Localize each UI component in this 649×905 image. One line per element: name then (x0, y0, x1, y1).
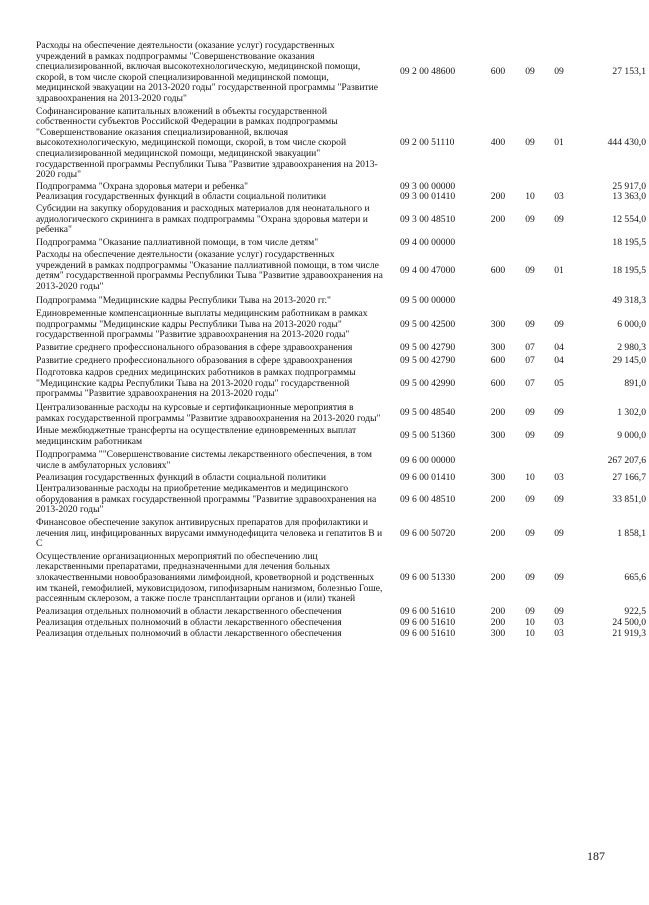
row-code: 09 5 00 42500 (400, 318, 456, 330)
row-sum: 1 302,0 (617, 407, 646, 419)
table-row (36, 203, 649, 237)
row-sum: 18 195,5 (612, 236, 646, 248)
table-row (36, 629, 649, 640)
row-rz: 09 (525, 605, 535, 617)
row-rz: 09 (525, 430, 535, 442)
row-sum: 49 318,3 (612, 294, 646, 306)
row-sum: 27 153,1 (612, 66, 646, 78)
row-name: Централизованные расходы на курсовые и сертификационные мероприятия в рамках государственной программы "Развитие здравоохранения на 2013-2020 годы" (36, 402, 381, 424)
row-code: 09 6 00 51330 (400, 571, 456, 583)
row-pr: 09 (554, 430, 564, 442)
row-vr: 200 (490, 493, 506, 505)
row-sum: 444 430,0 (607, 137, 646, 149)
row-code: 09 6 00 48510 (400, 493, 456, 505)
table-row (36, 367, 649, 401)
row-vr: 200 (490, 571, 506, 583)
row-code: 09 5 00 42990 (400, 377, 456, 389)
row-name: Единовременные компенсационные выплаты медицинским работникам в рамках подпрограммы "Медицинские кадры Республики Тыва на 2013-2020 годы" государственной программы "Развитие здравоохранения на 2013-2020 годы" (36, 308, 368, 341)
row-name: Развитие среднего профессионального образования в сфере здравоохранения (36, 342, 353, 354)
row-vr (480, 294, 516, 309)
row-name: Подготовка кадров средних медицинских работников в рамках подпрограммы "Медицинские кадры Республики Тыва на 2013-2020 годы" государственной программы "Развитие здравоохранения на 2013-2020 годы" (36, 367, 356, 400)
row-pr: 09 (554, 213, 564, 225)
row-vr: 200 (490, 527, 506, 539)
row-code: 09 6 00 50720 (400, 527, 456, 539)
row-rz: 09 (525, 213, 535, 225)
row-name: Реализация отдельных полномочий в области лекарственного обеспечения (36, 627, 342, 639)
row-pr: 03 (554, 471, 564, 483)
row-name: Осуществление организационных мероприятий по обеспечению лиц лекарственными препаратами, предназначенными для лечения больных злокачественными новообразованиями лимфоидной, кроветворной и родственных им тканей, гемофилией, муковисцидозом, гипофизарным нанизмом, болезнью Гоше, рассеянным склерозом, а также после трансплантации органов и (или) тканей (36, 550, 383, 605)
row-pr: 09 (554, 493, 564, 505)
row-vr: 600 (490, 354, 506, 366)
row-sum: 24 500,0 (612, 617, 646, 629)
row-vr: 300 (490, 471, 506, 483)
row-name: Реализация отдельных полномочий в области лекарственного обеспечения (36, 605, 342, 617)
row-name: Подпрограмма "Медицинские кадры Республики Тыва на 2013-2020 гг." (36, 294, 331, 306)
row-pr: 09 (554, 318, 564, 330)
row-vr: 300 (490, 342, 506, 354)
table-row (36, 106, 649, 182)
row-code: 09 2 00 48600 (400, 66, 456, 78)
table-row (36, 473, 649, 484)
row-pr: 01 (554, 265, 564, 277)
row-rz: 10 (525, 617, 535, 629)
row-vr: 600 (490, 265, 506, 277)
row-sum: 25 917,0 (612, 180, 646, 192)
row-name: Реализация государственных функций в области социальной политики (36, 471, 326, 483)
row-name: Иные межбюджетные трансферты на осуществление единовременных выплат медицинским работникам (36, 425, 357, 447)
table-row (36, 294, 649, 309)
row-sum: 267 207,6 (607, 454, 646, 466)
row-sum: 922,5 (624, 605, 646, 617)
row-name: Подпрограмма ""Совершенствование системы лекарственного обеспечения, в том числе в амбулаторных условиях" (36, 449, 372, 471)
table-row (36, 551, 649, 606)
row-rz (516, 448, 544, 472)
row-name: Подпрограмма "Оказание паллиативной помощи, в том числе детям" (36, 236, 319, 248)
row-vr: 600 (490, 66, 506, 78)
row-pr: 03 (554, 627, 564, 639)
row-code: 09 6 00 01410 (400, 471, 456, 483)
row-code: 09 3 00 48510 (400, 213, 456, 225)
row-sum: 33 851,0 (612, 493, 646, 505)
table-row (36, 308, 649, 342)
row-pr: 01 (554, 137, 564, 149)
row-sum: 665,6 (624, 571, 646, 583)
row-rz: 10 (525, 191, 535, 203)
table-row (36, 401, 649, 425)
row-vr: 200 (490, 605, 506, 617)
table-row (36, 342, 649, 355)
row-vr: 300 (490, 430, 506, 442)
row-vr (480, 448, 516, 472)
row-name: Софинансирование капитальных вложений в объекты государственной собственности субъектов Российской Федерации в рамках подпрограммы "Совершенствование оказания специализированной, включая высокотехнологическую, медицинской помощи, скорой, в том числе скорой специализированной медицинской помощи, медицинской эвакуации" государственной программы Республики Тыва "Развитие здравоохранения на 2013-2020 годы" (36, 105, 378, 181)
row-pr: 05 (554, 377, 564, 389)
row-pr (544, 237, 574, 250)
row-code: 09 4 00 00000 (400, 236, 456, 248)
row-code: 09 5 00 00000 (400, 294, 456, 306)
table-row (36, 192, 649, 203)
row-rz: 09 (525, 527, 535, 539)
row-pr: 04 (554, 354, 564, 366)
table-row (36, 355, 649, 368)
row-vr: 600 (490, 377, 506, 389)
row-rz: 07 (525, 342, 535, 354)
table-row (36, 448, 649, 472)
row-rz: 09 (525, 265, 535, 277)
row-code: 09 6 00 51610 (400, 605, 456, 617)
row-sum: 1 858,1 (617, 527, 646, 539)
row-vr: 200 (490, 191, 506, 203)
row-code: 09 5 00 51360 (400, 430, 456, 442)
row-code: 09 5 00 42790 (400, 342, 456, 354)
row-code: 09 3 00 00000 (400, 180, 456, 192)
row-rz: 10 (525, 471, 535, 483)
row-pr (544, 294, 574, 309)
row-pr (544, 448, 574, 472)
row-code: 09 2 00 51110 (400, 137, 455, 149)
table-row (36, 483, 649, 517)
table-row (36, 237, 649, 250)
row-rz: 09 (525, 407, 535, 419)
row-vr: 200 (490, 213, 506, 225)
row-name: Расходы на обеспечение деятельности (оказание услуг) государственных учреждений в рамках подпрограммы "Совершенствование оказания специализированной, включая высокотехнологическую, медицинской помощи, скорой, в том числе скорой специализированной медицинской помощи, медицинской эвакуации на 2013-2020 годы" государственной программы "Развитие здравоохранения на 2013-2020 годы" (36, 40, 379, 104)
row-rz (516, 237, 544, 250)
row-pr: 03 (554, 191, 564, 203)
row-sum: 13 363,0 (612, 191, 646, 203)
row-name: Реализация государственных функций в области социальной политики (36, 191, 326, 203)
row-code: 09 3 00 01410 (400, 191, 456, 203)
table-row (36, 425, 649, 448)
row-pr: 09 (554, 407, 564, 419)
table-row (36, 249, 649, 293)
row-vr: 200 (490, 407, 506, 419)
row-name: Расходы на обеспечение деятельности (оказание услуг) государственных учреждений в рамках подпрограммы "Оказание паллиативной помощи, в том числе детям" государственной программы Республики Тыва "Развитие здравоохранения на 2013-2020 годы" (36, 249, 383, 293)
row-name: Реализация отдельных полномочий в области лекарственного обеспечения (36, 617, 342, 629)
row-pr: 04 (554, 342, 564, 354)
row-rz: 09 (525, 571, 535, 583)
row-code: 09 4 00 47000 (400, 265, 456, 277)
row-vr: 300 (490, 318, 506, 330)
row-vr: 200 (490, 617, 506, 629)
row-sum: 891,0 (624, 377, 646, 389)
row-vr: 300 (490, 627, 506, 639)
row-rz: 10 (525, 627, 535, 639)
row-code: 09 6 00 51610 (400, 627, 456, 639)
row-vr (480, 237, 516, 250)
row-code: 09 5 00 48540 (400, 407, 456, 419)
row-rz (516, 294, 544, 309)
budget-table-body (36, 40, 649, 639)
row-name: Финансовое обеспечение закупок антивирусных препаратов для профилактики и лечения лиц, инфицированных вирусами иммунодефицита человека и гепатитов В и С (36, 516, 383, 550)
row-sum: 9 000,0 (617, 430, 646, 442)
row-pr: 09 (554, 571, 564, 583)
row-sum: 27 166,7 (612, 471, 646, 483)
row-sum: 29 145,0 (612, 354, 646, 366)
budget-table (36, 40, 649, 639)
row-sum: 6 000,0 (617, 318, 646, 330)
row-rz: 09 (525, 137, 535, 149)
row-rz: 09 (525, 318, 535, 330)
page-number: 187 (587, 849, 605, 863)
row-sum: 21 919,3 (612, 627, 646, 639)
row-code: 09 6 00 51610 (400, 617, 456, 629)
row-sum: 12 554,0 (612, 213, 646, 225)
row-name: Подпрограмма "Охрана здоровья матери и ребенка" (36, 180, 249, 192)
row-sum: 2 980,3 (617, 342, 646, 354)
row-rz: 09 (525, 66, 535, 78)
table-row (36, 517, 649, 551)
row-name: Развитие среднего профессионального образования в сфере здравоохранения (36, 354, 353, 366)
row-rz: 09 (525, 493, 535, 505)
row-name: Централизованные расходы на приобретение медикаментов и медицинского оборудования в рамках государственной программы "Развитие здравоохранения на 2013-2020 годы" (36, 483, 377, 516)
row-name: Субсидии на закупку оборудования и расходных материалов для неонатального и аудиологического скрининга в рамках подпрограммы "Охрана здоровья матери и ребенка" (36, 202, 370, 236)
row-rz: 07 (525, 377, 535, 389)
row-vr: 400 (490, 137, 506, 149)
row-rz: 07 (525, 354, 535, 366)
row-pr: 09 (554, 527, 564, 539)
row-pr: 03 (554, 617, 564, 629)
table-row (36, 40, 649, 106)
row-code: 09 5 00 42790 (400, 354, 456, 366)
row-pr: 09 (554, 605, 564, 617)
row-sum: 18 195,5 (612, 265, 646, 277)
row-code: 09 6 00 00000 (400, 454, 456, 466)
row-pr: 09 (554, 66, 564, 78)
